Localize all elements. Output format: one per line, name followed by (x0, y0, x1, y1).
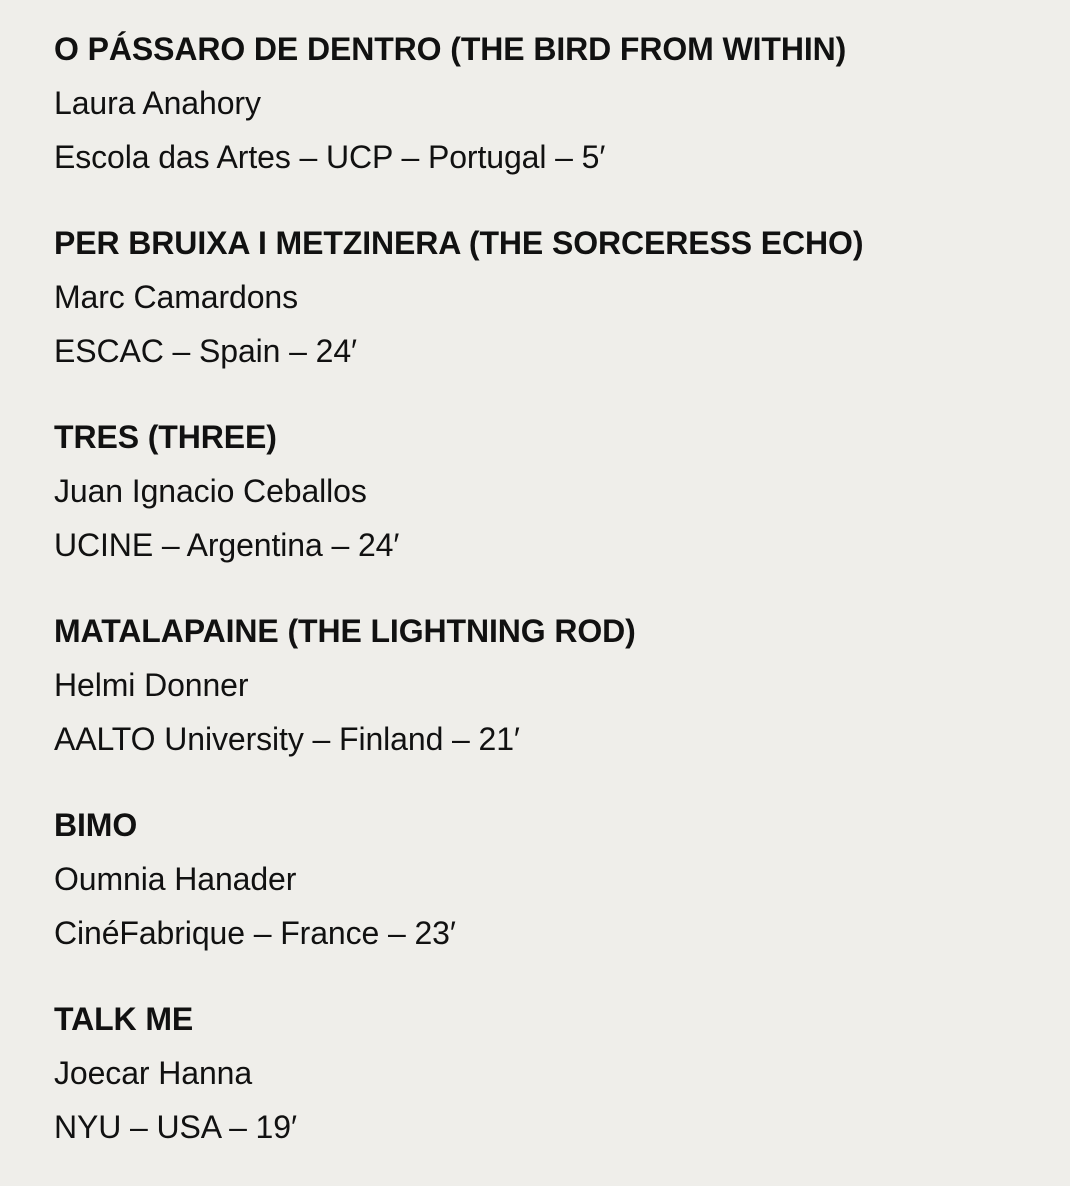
film-title: BIMO (54, 807, 138, 843)
film-title: TRES (THREE) (54, 419, 277, 455)
film-entry-talk-me (54, 992, 1034, 1186)
film-director: Joecar Hanna (54, 1055, 253, 1091)
film-title: PER BRUIXA I METZINERA (THE SORCERESS ECHO) (54, 225, 864, 261)
film-entry-bimo (54, 798, 1034, 992)
film-meta: ESCAC – Spain – 24′ (54, 333, 357, 369)
film-entry-matalapaine (54, 604, 1034, 798)
film-entry-tres (54, 410, 1034, 604)
film-title: O PÁSSARO DE DENTRO (THE BIRD FROM WITHIN) (54, 31, 847, 67)
film-meta: AALTO University – Finland – 21′ (54, 721, 520, 757)
film-entry-per-bruixa (54, 216, 1034, 410)
film-title: TALK ME (54, 1001, 194, 1037)
film-meta: Escola das Artes – UCP – Portugal – 5′ (54, 139, 606, 175)
film-meta: CinéFabrique – France – 23′ (54, 915, 456, 951)
film-director: Juan Ignacio Ceballos (54, 473, 367, 509)
film-director: Helmi Donner (54, 667, 249, 703)
film-meta: NYU – USA – 19′ (54, 1109, 297, 1145)
film-entry-passaro (54, 22, 1034, 216)
film-director: Oumnia Hanader (54, 861, 297, 897)
film-director: Marc Camardons (54, 279, 299, 315)
film-title: MATALAPAINE (THE LIGHTNING ROD) (54, 613, 636, 649)
film-director: Laura Anahory (54, 85, 261, 121)
film-list (54, 22, 1034, 1186)
film-meta: UCINE – Argentina – 24′ (54, 527, 400, 563)
